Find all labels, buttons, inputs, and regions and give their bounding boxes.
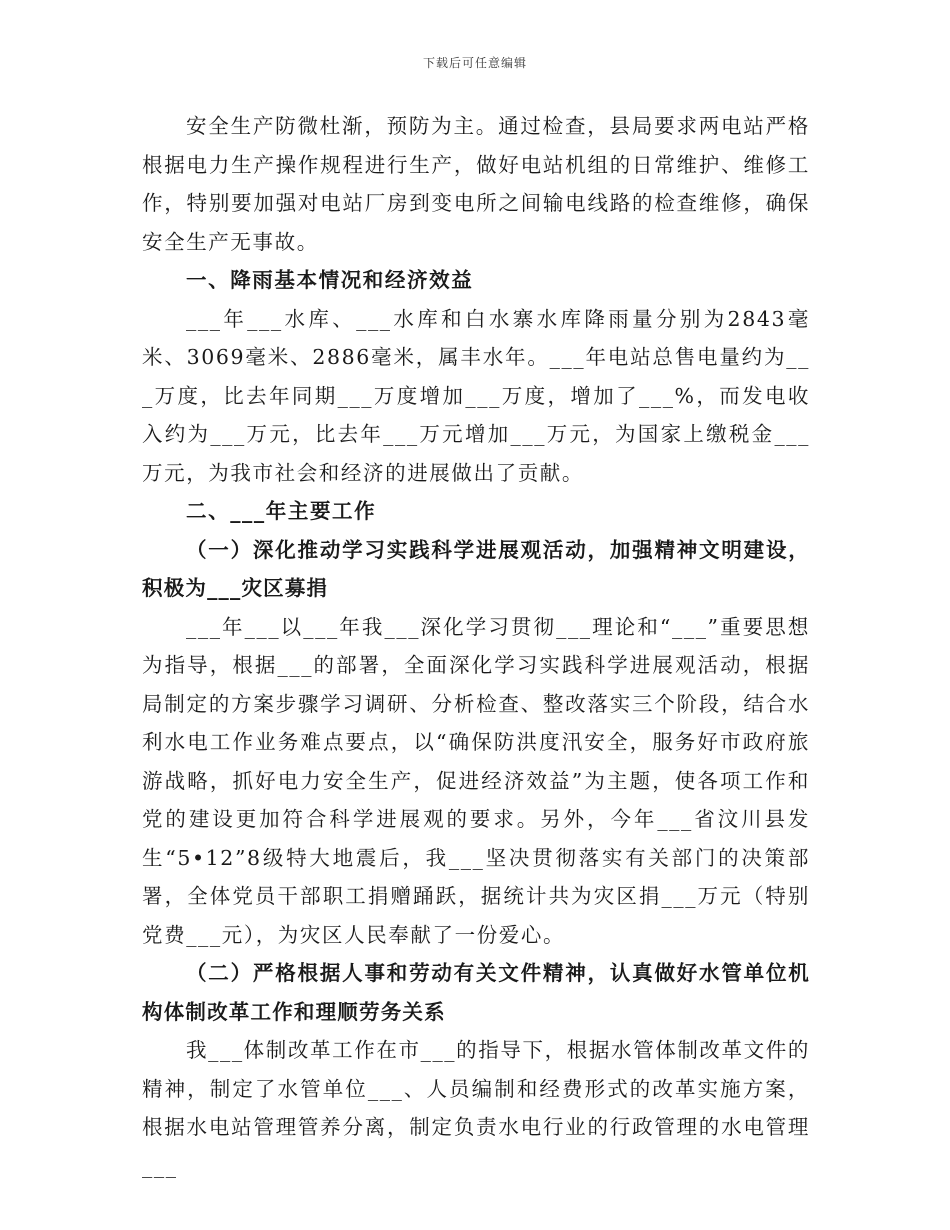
paragraph-reform: 我___体制改革工作在市___的指导下，根据水管体制改革文件的精神，制定了水管单位___、人员编制和经费形式的改革实施方案，根据水电站管理管养分离，制定负责水电行业的行政管理的水电管理___ — [142, 1038, 810, 1178]
section-heading-main-work: 二、___年主要工作 — [186, 499, 377, 523]
paragraph-rainfall: ___年___水库、___水库和白水寨水库降雨量分别为2843毫米、3069毫米、2886毫米，属丰水年。___年电站总售电量约为___万度，比去年同期___万度增加___万度，增加了___%，而发电收入约为___万元，比去年___万元增加___万元，为国家上缴税金___万元，为我市社会和经济的进展做出了贡献。 — [142, 306, 810, 485]
header-note: 下载后可任意编辑 — [422, 56, 527, 70]
paragraph-study-practice: ___年___以___年我___深化学习贯彻___理论和“___”重要思想为指导，根据___的部署，全面深化学习实践科学进展观活动，根据局制定的方案步骤学习调研、分析检查、整改落实三个阶段，结合水利水电工作业务难点要点，以“确保防洪度汛安全，服务好市政府旅游战略，抓好电力安全生产，促进经济效益”为主题，使各项工作和党的建设更加符合科学进展观的要求。另外，今年___省汶川县发生“5•12”8级特大地震后，我___坚决贯彻落实有关部门的决策部署，全体党员干部职工捐赠踊跃，据统计共为灾区捐___万元（特别党费___元），为灾区人民奉献了一份爱心。 — [142, 614, 810, 947]
document-body — [142, 107, 810, 1185]
subheading-system-reform: （二）严格根据人事和劳动有关文件精神，认真做好水管单位机构体制改革工作和理顺劳务关系 — [142, 961, 810, 1024]
section-heading-rainfall: 一、降雨基本情况和经济效益 — [186, 268, 474, 292]
paragraph-safety: 安全生产防微杜渐，预防为主。通过检查，县局要求两电站严格根据电力生产操作规程进行生产，做好电站机组的日常维护、维修工作，特别要加强对电站厂房到变电所之间输电线路的检查维修，确保安全生产无事故。 — [142, 114, 810, 254]
subheading-spiritual-civilization: （一）深化推动学习实践科学进展观活动，加强精神文明建设，积极为___灾区募捐 — [142, 537, 810, 600]
